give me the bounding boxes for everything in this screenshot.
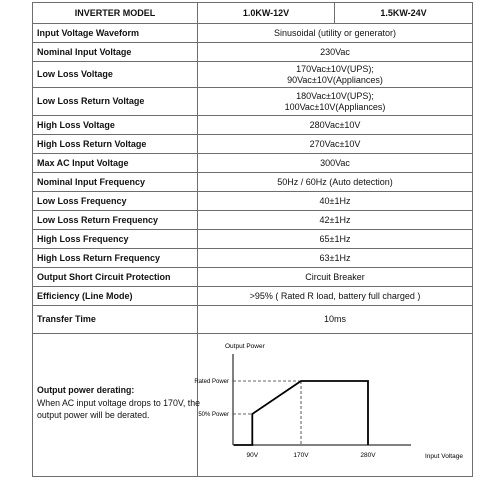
model-header: INVERTER MODEL	[33, 3, 198, 24]
table-row	[33, 88, 473, 116]
derating-cell	[33, 334, 201, 477]
row-value: 50Hz / 60Hz (Auto detection)	[198, 173, 473, 192]
y-tick-rated-power: Rated Power	[194, 379, 229, 385]
table-row	[33, 306, 473, 334]
table-row	[33, 192, 473, 211]
model-a-header: 1.0KW-12V	[198, 3, 335, 24]
table-row	[33, 43, 473, 62]
row-value-line1: 170Vac±10V(UPS);	[296, 63, 374, 74]
row-value: >95% ( Rated R load, battery full charged )	[198, 287, 473, 306]
table-row	[33, 62, 473, 88]
row-value: 280Vac±10V	[198, 116, 473, 135]
row-label: Nominal Input Frequency	[33, 173, 198, 192]
derating-chart-cell	[194, 334, 473, 477]
row-label: High Loss Return Frequency	[33, 249, 198, 268]
row-label: Nominal Input Voltage	[33, 43, 198, 62]
table-row	[33, 211, 473, 230]
derating-title: Output power derating:	[37, 385, 135, 395]
table-row	[33, 154, 473, 173]
spec-table	[32, 2, 473, 477]
derating-text	[37, 384, 202, 421]
row-value: 65±1Hz	[198, 230, 473, 249]
y-tick-50-power: 50% Power	[198, 412, 229, 418]
row-value: 10ms	[198, 306, 473, 334]
table-row	[33, 116, 473, 135]
row-label: High Loss Return Voltage	[33, 135, 198, 154]
row-value: Sinusoidal (utility or generator)	[198, 24, 473, 43]
row-value: 270Vac±10V	[198, 135, 473, 154]
row-label: Output Short Circuit Protection	[33, 268, 198, 287]
table-row	[33, 173, 473, 192]
table-row	[33, 249, 473, 268]
row-value: 40±1Hz	[198, 192, 473, 211]
table-row	[33, 287, 473, 306]
row-label: Low Loss Return Voltage	[33, 88, 198, 116]
derating-description: When AC input voltage drops to 170V, the output power will be derated.	[37, 398, 201, 420]
row-value-line2: 90Vac±10V(Appliances)	[287, 74, 383, 85]
row-label: Low Loss Return Frequency	[33, 211, 198, 230]
row-label: Transfer Time	[33, 306, 198, 334]
model-b-header: 1.5KW-24V	[335, 3, 473, 24]
x-axis-label: Input Voltage	[425, 453, 463, 460]
row-label: Low Loss Voltage	[33, 62, 198, 88]
table-row	[33, 135, 473, 154]
row-label: Input Voltage Waveform	[33, 24, 198, 43]
row-value: Circuit Breaker	[198, 268, 473, 287]
row-label: Low Loss Frequency	[33, 192, 198, 211]
table-row	[33, 24, 473, 43]
row-value: 230Vac	[198, 43, 473, 62]
row-label: High Loss Frequency	[33, 230, 198, 249]
x-tick-280v: 280V	[360, 452, 376, 459]
row-value: 42±1Hz	[198, 211, 473, 230]
table-row	[33, 268, 473, 287]
row-value	[198, 62, 473, 88]
row-value: 63±1Hz	[198, 249, 473, 268]
x-tick-170v: 170V	[293, 452, 309, 459]
x-tick-90v: 90V	[246, 452, 259, 459]
row-value-line2: 100Vac±10V(Appliances)	[284, 101, 386, 112]
row-label: Max AC Input Voltage	[33, 154, 198, 173]
row-label: High Loss Voltage	[33, 116, 198, 135]
derating-chart	[194, 334, 471, 473]
table-row	[33, 230, 473, 249]
row-label: Efficiency (Line Mode)	[33, 287, 198, 306]
row-value-line1: 180Vac±10V(UPS);	[296, 90, 374, 101]
y-axis-label: Output Power	[225, 343, 265, 350]
row-value: 300Vac	[198, 154, 473, 173]
row-value	[198, 88, 473, 116]
table-row-derating	[33, 334, 473, 477]
